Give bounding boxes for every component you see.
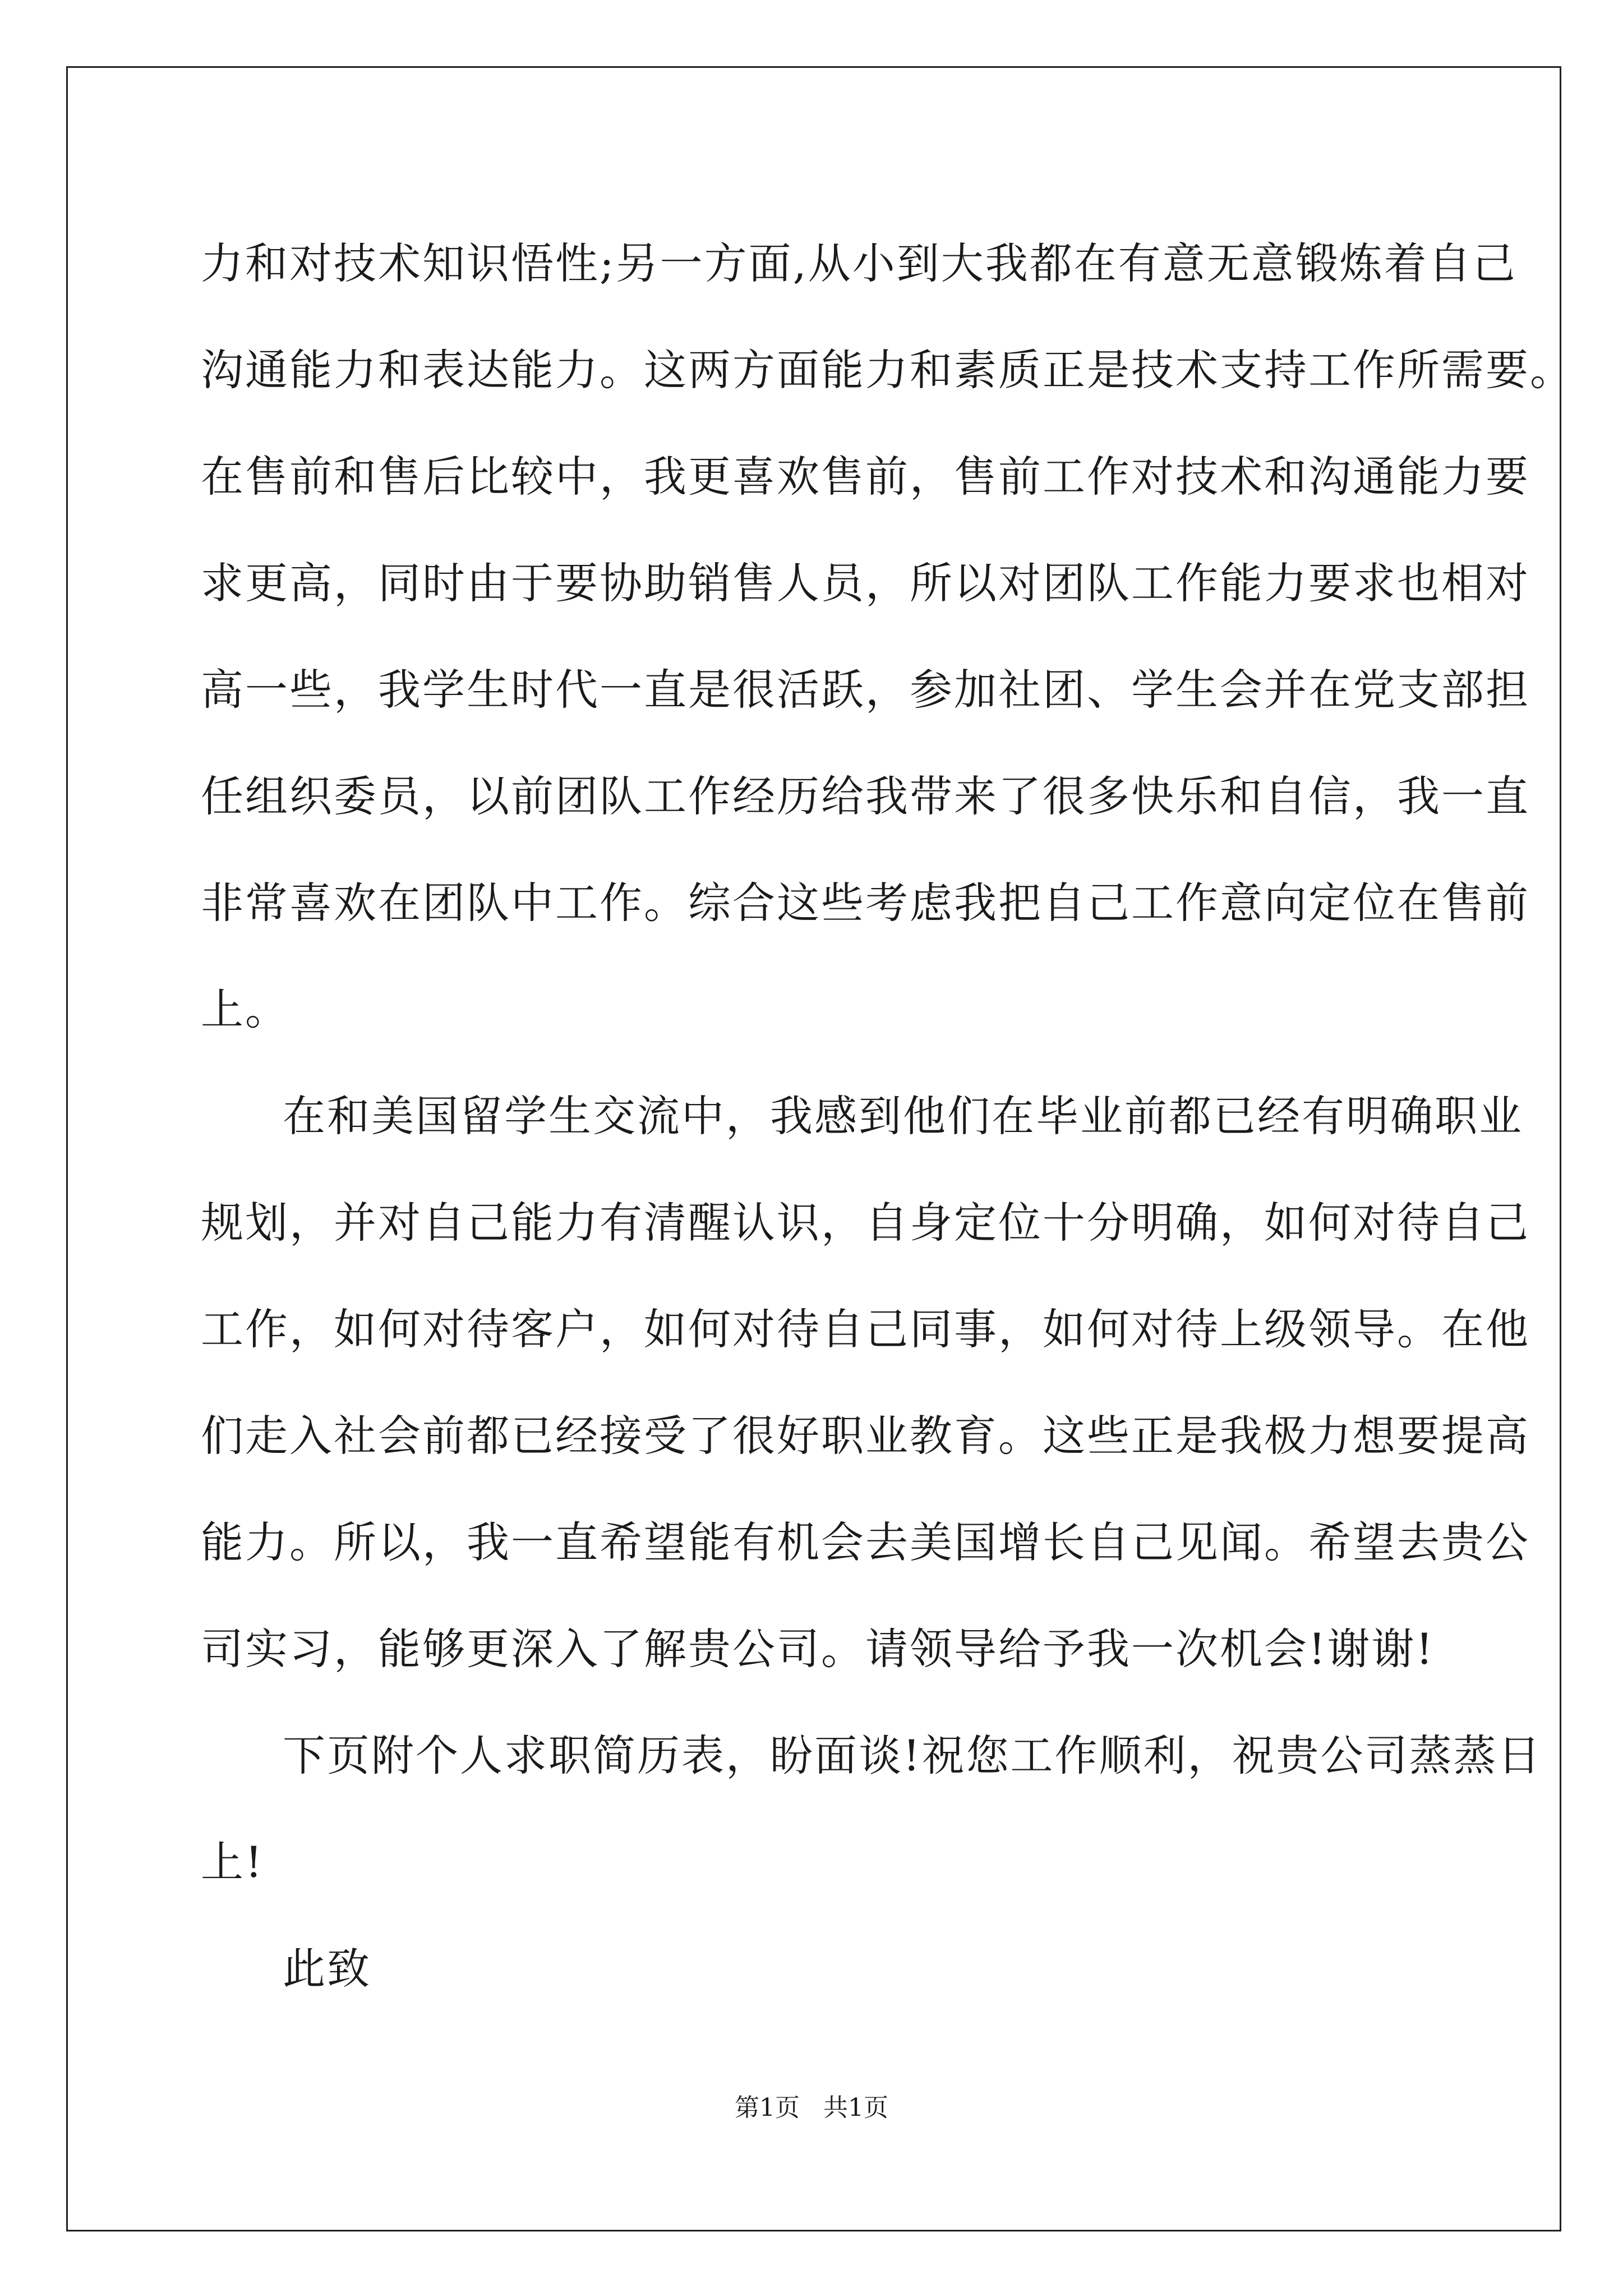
page-footer [0, 2091, 1623, 2125]
text-line: 非常喜欢在团队中工作。综合这些考虑我把自己工作意向定位在售前 [201, 878, 1530, 928]
paragraph-start-line: 在和美国留学生交流中，我感到他们在毕业前都已经有明确职业 [283, 1091, 1523, 1141]
text-line: 上! [201, 1837, 264, 1887]
closing-salutation: 此致 [283, 1944, 371, 1994]
text-line: 司实习，能够更深入了解贵公司。请领导给予我一次机会!谢谢! [201, 1624, 1435, 1674]
page-total: 共1页 [823, 2093, 888, 2122]
text-line: 在售前和售后比较中，我更喜欢售前，售前工作对技术和沟通能力要 [201, 452, 1530, 501]
paragraph-start-line: 下页附个人求职简历表，盼面谈!祝您工作顺利，祝贵公司蒸蒸日 [283, 1731, 1542, 1780]
page-number: 第1页 [735, 2093, 800, 2122]
text-line: 工作，如何对待客户，如何对待自己同事，如何对待上级领导。在他 [201, 1304, 1530, 1354]
letter-body [201, 210, 1574, 2022]
text-line: 高一些，我学生时代一直是很活跃，参加社团、学生会并在党支部担 [201, 665, 1530, 715]
text-line: 能力。所以，我一直希望能有机会去美国增长自己见闻。希望去贵公 [201, 1517, 1530, 1567]
text-line: 力和对技术知识悟性;另一方面,从小到大我都在有意无意锻炼着自己 [201, 238, 1517, 288]
text-line: 们走入社会前都已经接受了很好职业教育。这些正是我极力想要提高 [201, 1411, 1530, 1461]
text-line: 求更高，同时由于要协助销售人员，所以对团队工作能力要求也相对 [201, 558, 1530, 608]
text-line: 沟通能力和表达能力。这两方面能力和素质正是技术支持工作所需要。 [201, 345, 1574, 395]
text-line: 任组织委员，以前团队工作经历给我带来了很多快乐和自信，我一直 [201, 771, 1530, 821]
text-line: 上。 [201, 984, 289, 1034]
text-line: 规划，并对自己能力有清醒认识，自身定位十分明确，如何对待自己 [201, 1198, 1530, 1248]
